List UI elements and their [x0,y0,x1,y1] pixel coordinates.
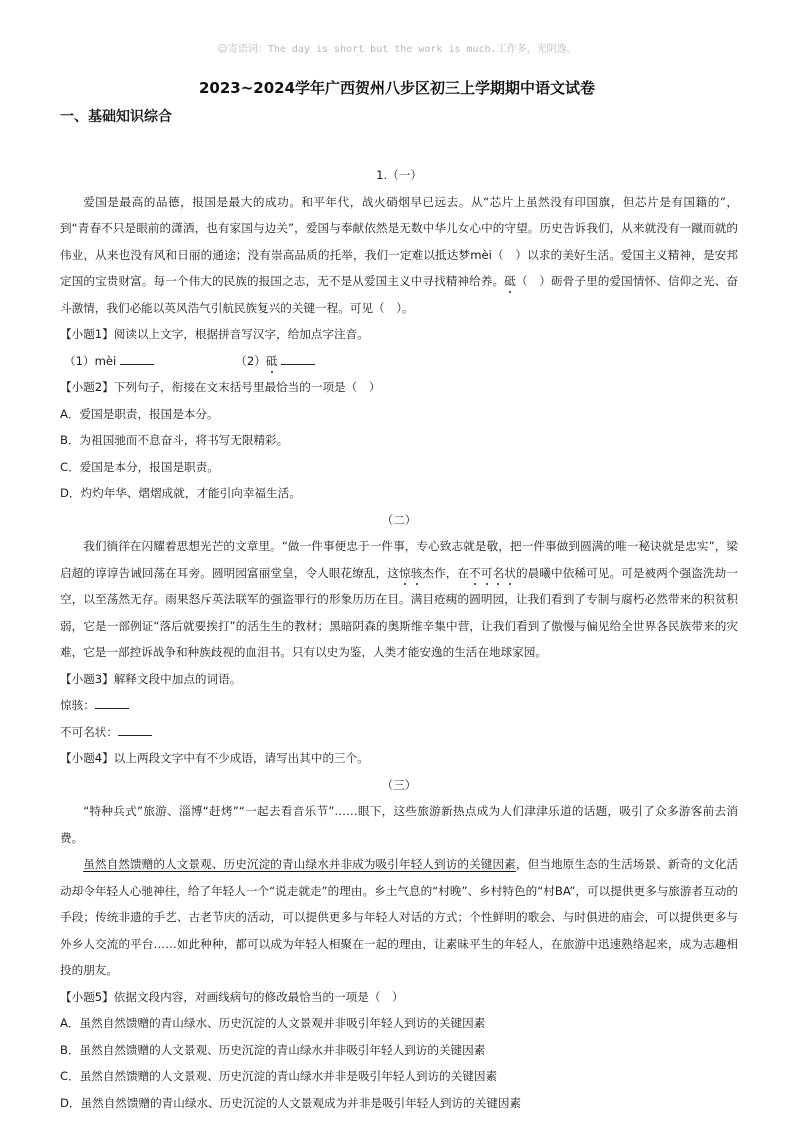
part3-passage-2 [60,851,738,984]
q1-item-b: （2） [235,353,266,368]
option-a[interactable]: A．虽然自然馈赠的青山绿水、历史沉淀的人文景观并非吸引年轻人到访的关键因素 [60,1016,486,1030]
question-1: 【小题1】阅读以上文字，根据拼音写汉字，给加点字注音。 [60,327,369,341]
part2-passage [60,533,738,666]
dotted-word-jinghai: 惊骇 [398,565,423,580]
q3-item-b [60,719,738,746]
smile-icon: ☺ [217,44,228,55]
part1-passage-b: （ ）砺骨子里的爱国情怀、信仰之光、奋斗激情，我们必能以英风浩气引航民族复兴的关键一程。可见（ ）。 [60,274,738,315]
q3-label-a: 惊骇： [60,698,95,712]
question-1-blanks [60,348,738,375]
exam-content [60,162,738,1116]
option-c[interactable]: C．爱国是本分，报国是职责。 [60,459,219,474]
q3-item-a [60,692,738,719]
dotted-char: 砥 [504,274,516,288]
question-4: 【小题4】以上两段文字中有不少成语，请写出其中的三个。 [60,751,369,765]
answer-blank[interactable] [118,723,152,736]
answer-blank[interactable] [120,352,154,365]
question-5: 【小题5】依据文段内容，对画线病句的修改最恰当的一项是（ ） [60,989,404,1004]
question-3: 【小题3】解释文段中加点的词语。 [60,671,242,686]
part2-passage-b: 杰作，在 [422,565,470,580]
page-title: 2023~2024学年广西贺州八步区初三上学期期中语文试卷 [198,79,596,97]
part3-passage-2-rest: ，但当地原生态的生活场景、新奇的文化活动却令年轻人心驰神往，给了年轻人一个“说走就走”的理由。乡土气息的“村晚”、乡村特色的“村BA”，可以提供更多与旅游者互动的手段；传统非遗的手艺、古老节庆的活动，可以提供更多与年轻人对话的方式；个性鲜明的歌会、与时俱进的庙会，可以提供更多与外乡人交流的平台……如此种种，都可以成为年轻人相聚在一起的理由，让素昧平生的年轻人，在旅游中迅速熟络起来，成为志趣相投的朋友。 [60,857,738,977]
section-heading: 一、基础知识综合 [60,109,172,125]
answer-blank[interactable] [95,696,129,709]
option-a[interactable]: A．爱国是职责，报国是本分。 [60,406,219,421]
part1-passage-a: 爱国是最高的品德，报国是最大的成功。和平年代，战火硝烟早已远去。从“芯片上虽然没有印国旗，但芯片是有国籍的”，到“青春不只是眼前的潇洒，也有家国与边关”，爱国与奉献依然是无数中华儿女心中的守望。历史告诉我们，从来就没有一蹴而就的伟业，从来也没有风和日丽的通途；没有崇高品质的托举，我们一定难以抵达梦mèi（ ）以求的美好生活。爱国主义精神，是安邦定国的宝贵财富。每一个伟大的民族的报国之志，无不是从爱国主义中寻找精神给养。 [60,194,738,288]
part1-heading: 1.（一） [376,168,422,182]
header-motto [0,40,794,55]
part3-heading: （三） [381,777,417,792]
dotted-word-bukemingzhuang: 不可名状 [469,565,516,580]
part1-passage [60,189,738,322]
part2-passage-c: 的晨曦中依稀可见。可是被两个强盗洗劫一空，以至荡然无存。雨果怒斥英法联军的强盗罪行的形象历历在目。满目疮痍的圆明园，让我们看到了专制与腐朽必然带来的积贫积弱，它是一部例证“落后就要挨打”的活生生的教材；黑暗阴森的奥斯维辛集中营，让我们看到了傲慢与偏见给全世界各民族带来的灾难，它是一部控诉战争和种族歧视的血泪书。只有以史为鉴，人类才能安逸的生活在地球家园。 [60,565,738,659]
option-c[interactable]: C．虽然自然馈赠的人文景观、历史沉淀的青山绿水并非是吸引年轻人到访的关键因素 [60,1069,498,1083]
option-d[interactable]: D．虽然自然馈赠的青山绿水、历史沉淀的人文景观成为并非是吸引年轻人到访的关键因素 [60,1095,522,1110]
answer-blank[interactable] [281,352,315,365]
part3-passage-1: “特种兵式”旅游、淄博“赶烤”“一起去看音乐节”……眼下，这些旅游新热点成为人们津津乐道的话题，吸引了众多游客前去消费。 [60,804,738,845]
part2-heading: （二） [381,512,417,527]
motto-text: 寄语词：The day is short but the work is much.工作多，光阴逸。 [227,44,577,55]
q1-item-a: （1）mèi [64,353,117,368]
option-b[interactable]: B．为祖国驰而不息奋斗，将书写无限精彩。 [60,433,289,447]
option-b[interactable]: B．虽然自然馈赠的人文景观、历史沉淀的青山绿水并非吸引年轻人到访的关键因素 [60,1042,486,1057]
option-d[interactable]: D．灼灼年华、熠熠成就，才能引向幸福生活。 [60,486,301,500]
underlined-sentence: 虽然自然馈赠的人文景观、历史沉淀的青山绿水并非成为吸引年轻人到访的关键因素 [83,857,516,871]
dotted-char: 砥 [265,353,278,368]
question-2: 【小题2】下列句子，衔接在文末括号里最恰当的一项是（ ） [60,380,381,394]
q3-label-b: 不可名状： [60,724,118,739]
part2-passage-a: 我们徜徉在闪耀着思想光芒的文章里。“做一件事便忠于一件事，专心致志就是敬，把一件事做到圆满的唯一秘诀就是忠实”，梁启超的谆谆告诫回荡在耳旁。圆明园富丽堂皇，令人眼花缭乱，这 [60,539,738,580]
